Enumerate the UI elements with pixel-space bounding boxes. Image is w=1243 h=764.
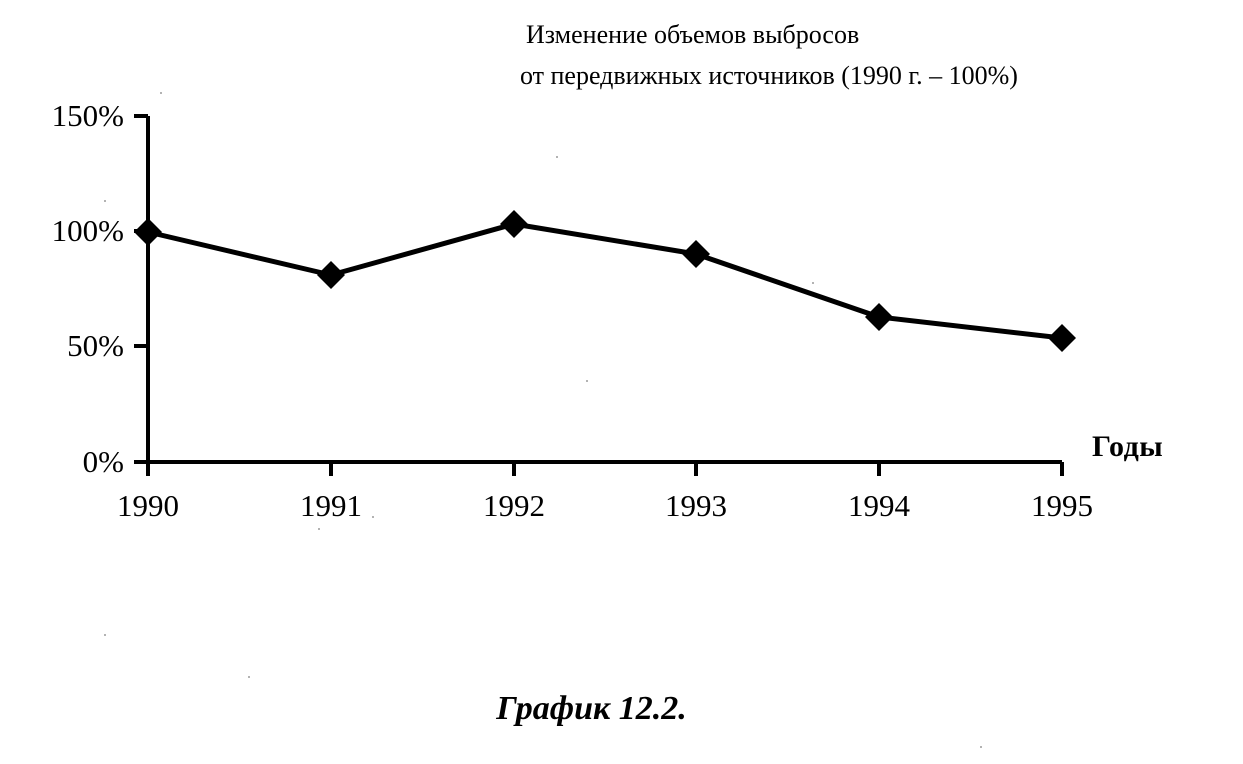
data-line-series-1 [148, 224, 1062, 338]
x-tick-label-1990: 1990 [117, 488, 179, 523]
x-axis-title: Годы [1092, 430, 1164, 463]
scan-speck [104, 200, 106, 202]
scan-speck [556, 156, 558, 158]
y-tick-label-50: 50% [67, 328, 124, 363]
x-tick-label-1993: 1993 [665, 488, 727, 523]
chart-title: Изменение объемов выбросов [526, 20, 860, 49]
chart-subtitle: от передвижных источников (1990 г. – 100%) [520, 61, 1018, 90]
figure-caption-text: График 12.2. [496, 690, 687, 727]
x-tick-label-1992: 1992 [483, 488, 545, 523]
x-tick-label-1994: 1994 [848, 488, 910, 523]
scan-speck [104, 634, 106, 636]
data-point-1994[interactable] [865, 303, 893, 331]
scan-speck [372, 516, 374, 518]
scan-speck [812, 282, 814, 284]
data-point-1995[interactable] [1048, 324, 1076, 352]
data-point-1990[interactable] [134, 218, 162, 246]
data-markers [134, 210, 1076, 352]
x-tick-label-1995: 1995 [1031, 488, 1093, 523]
figure-caption [0, 690, 1243, 728]
y-tick-label-100: 100% [51, 213, 124, 248]
x-tick-label-1991: 1991 [300, 488, 362, 523]
data-point-1991[interactable] [317, 261, 345, 289]
data-point-1992[interactable] [500, 210, 528, 238]
y-tick-label-150: 150% [51, 98, 124, 133]
data-point-1993[interactable] [682, 240, 710, 268]
scan-speck [586, 380, 588, 382]
scan-speck [318, 528, 320, 530]
scan-speck [980, 746, 982, 748]
y-tick-label-0: 0% [82, 444, 124, 479]
scan-speck [248, 676, 250, 678]
scan-speck [160, 92, 162, 94]
